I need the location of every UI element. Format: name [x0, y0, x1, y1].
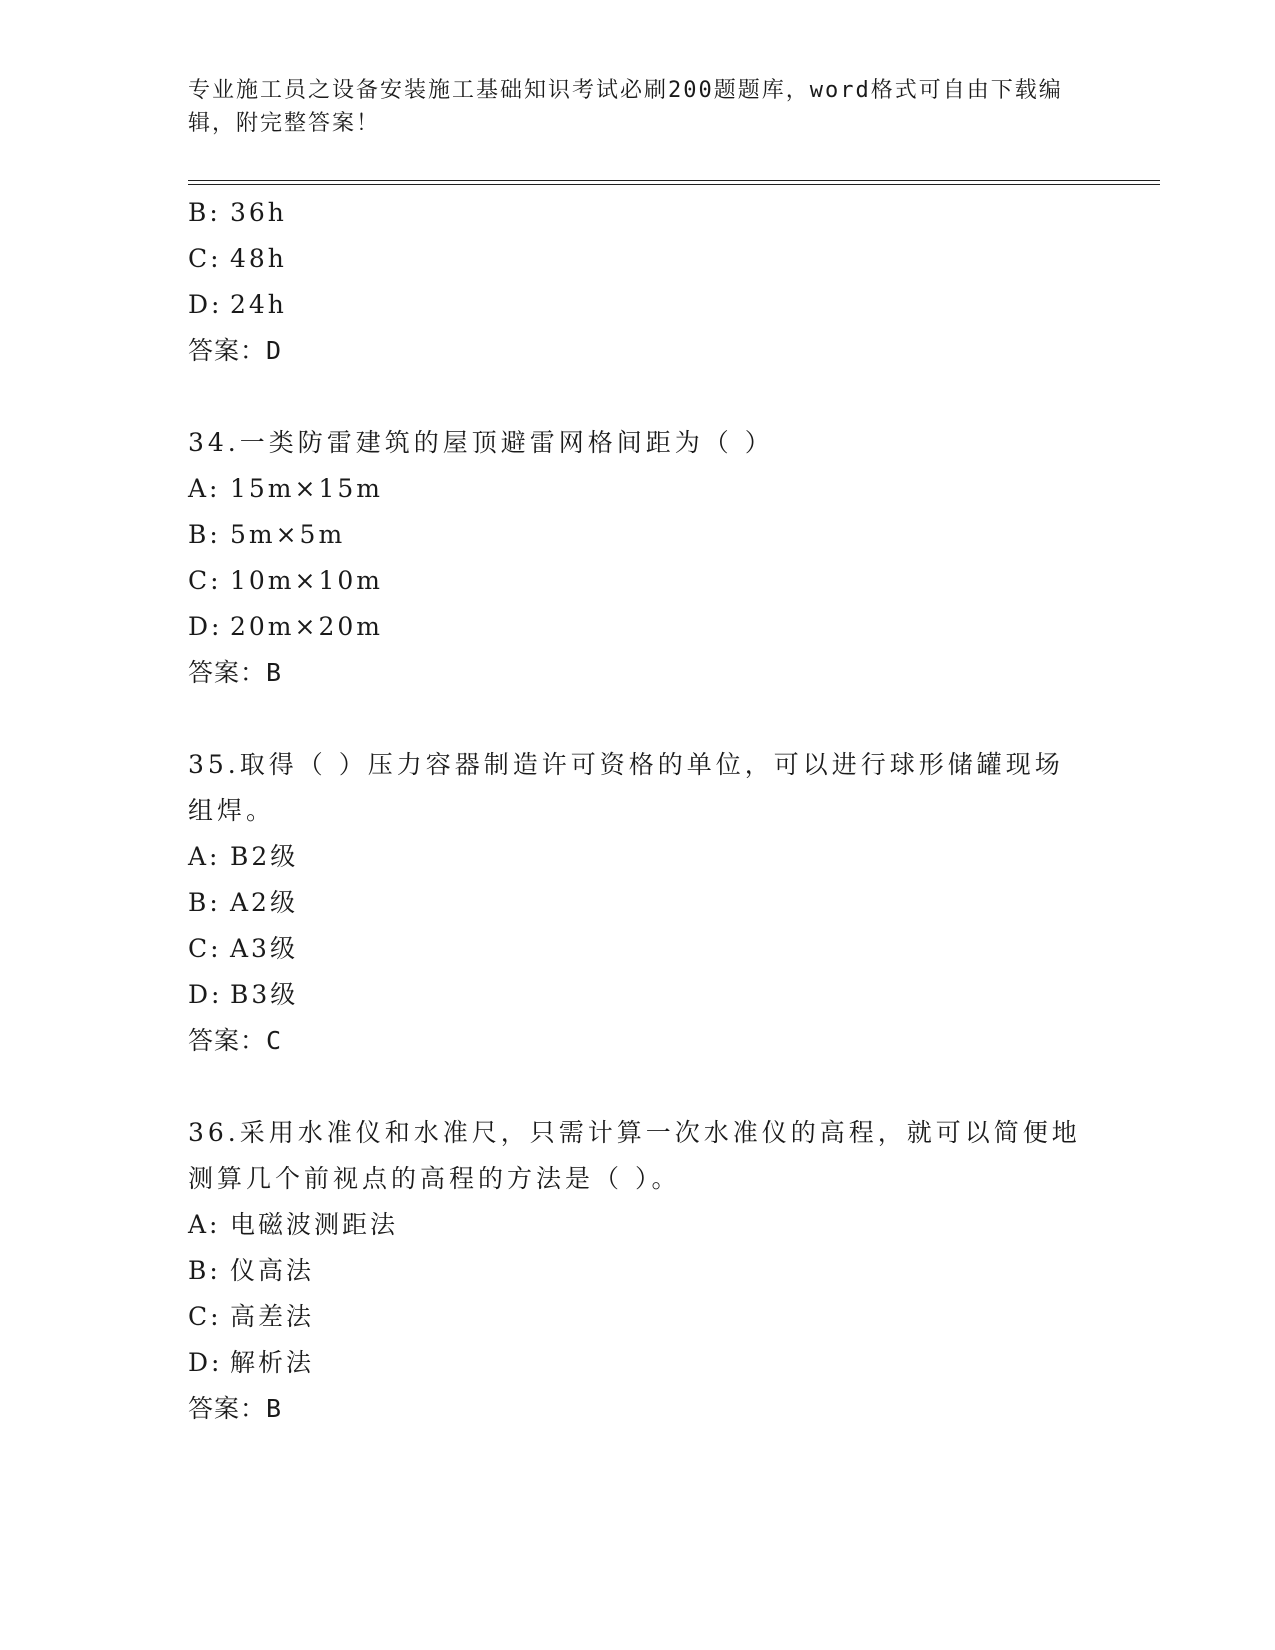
question-34: [188, 420, 1088, 696]
answer-line: 答案：B: [188, 1394, 283, 1423]
option-a: A: 电磁波测距法: [188, 1210, 399, 1239]
question-continuation: [188, 190, 1088, 374]
document-header: [188, 74, 1088, 140]
option-a: A: 15m×15m: [188, 474, 383, 503]
option-b: B: 仪高法: [188, 1256, 315, 1285]
header-divider: [188, 184, 1160, 185]
option-d: D: 24h: [188, 290, 287, 319]
header-title: 专业施工员之设备安装施工基础知识考试必刷200题题库，word格式可自由下载编辑，附完整答案！: [188, 78, 1063, 136]
option-c: C: A3级: [188, 934, 298, 963]
answer-line: 答案：B: [188, 658, 283, 687]
question-text: 34.一类防雷建筑的屋顶避雷网格间距为（ ）: [188, 428, 774, 457]
option-d: D: B3级: [188, 980, 299, 1009]
answer-line: 答案：D: [188, 336, 283, 365]
answer-line: 答案：C: [188, 1026, 283, 1055]
question-text: 36.采用水准仪和水准尺，只需计算一次水准仪的高程，就可以简便地测算几个前视点的高程的方法是（ ）。: [188, 1118, 1081, 1193]
question-list: [188, 190, 1088, 1432]
option-b: B: A2级: [188, 888, 298, 917]
option-c: C: 10m×10m: [188, 566, 383, 595]
question-36: [188, 1110, 1088, 1432]
option-c: C: 48h: [188, 244, 287, 273]
header-divider: [188, 180, 1160, 181]
option-a: A: B2级: [188, 842, 299, 871]
option-d: D: 20m×20m: [188, 612, 383, 641]
option-d: D: 解析法: [188, 1348, 315, 1377]
question-text: 35.取得（ ）压力容器制造许可资格的单位，可以进行球形储罐现场组焊。: [188, 750, 1064, 825]
option-c: C: 高差法: [188, 1302, 315, 1331]
option-b: B: 5m×5m: [188, 520, 346, 549]
question-35: [188, 742, 1088, 1064]
option-b: B: 36h: [188, 198, 287, 227]
